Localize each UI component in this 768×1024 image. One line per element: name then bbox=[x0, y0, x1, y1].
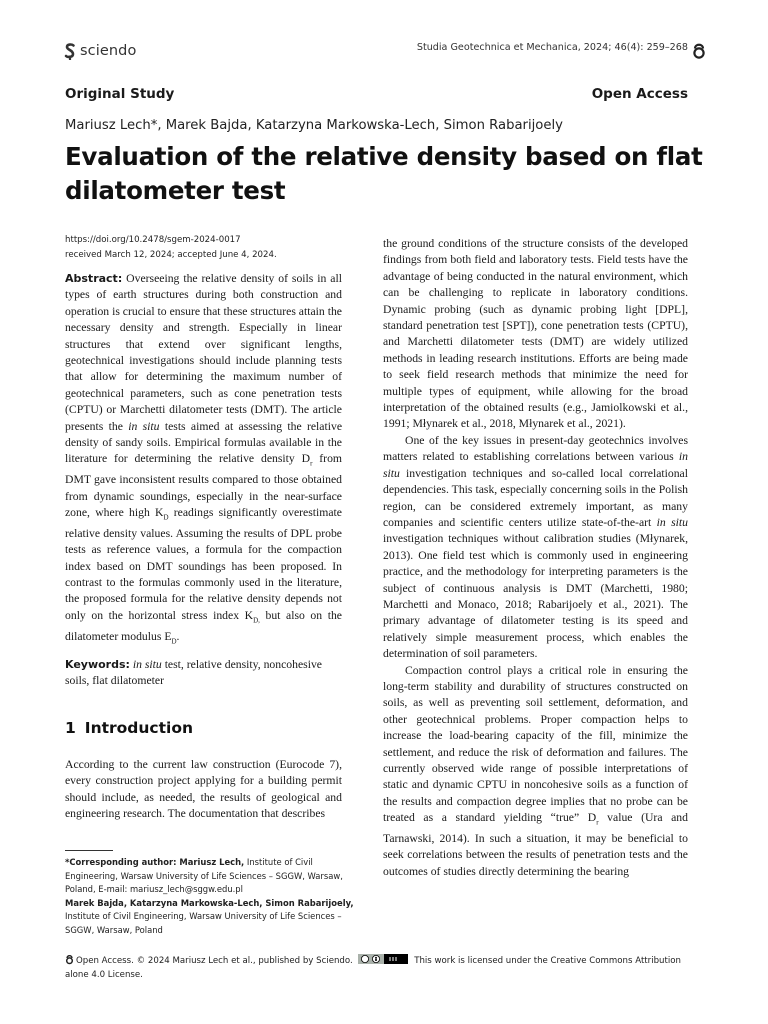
keywords-text: test, relative density, noncohesive soils, flat dilatometer bbox=[65, 658, 322, 688]
sciendo-logo-icon bbox=[64, 42, 76, 60]
license-text-2: This work is licensed under the Creative Commons Attribution alone 4.0 License. bbox=[65, 956, 681, 980]
article-title: Evaluation of the relative density based on flat dilatometer test bbox=[65, 142, 703, 205]
other-authors-text: Institute of Civil Engineering, Warsaw University of Life Sciences – SGGW, Warsaw, Poland bbox=[65, 911, 342, 935]
intro-paragraph: According to the current law construction (Eurocode 7), every construction project applying for a building permit should include, as needed, the results of geological and engineering research. The documentation that describes bbox=[65, 758, 342, 821]
abstract-text-4: readings significantly overestimate relative density values. Assuming the results of DPL probe tests as reference values, a formula for the compaction index based on DMT soundings has been proposed. In contrast to the formulas commonly used in the literature, the proposed formula for the relative density depends not only on the horizontal stress index K bbox=[65, 506, 342, 622]
abstract-label: Abstract: bbox=[65, 272, 123, 285]
author-list: Mariusz Lech*, Marek Bajda, Katarzyna Markowska-Lech, Simon Rabarijoely bbox=[65, 118, 563, 133]
right-p2-italic-2: in situ bbox=[656, 515, 688, 529]
abstract-text-3: from DMT gave inconsistent results compared to those obtained from dynamic soundings, especially in the near-surface zone, where high K bbox=[65, 452, 342, 520]
publisher-name: sciendo bbox=[80, 43, 137, 59]
abstract-sub-3: D, bbox=[253, 616, 260, 625]
other-authors-label: Marek Bajda, Katarzyna Markowska-Lech, Simon Rabarijoely, bbox=[65, 897, 354, 908]
right-p3-text-a: Compaction control plays a critical role in ensuring the long-term stability and durability of structures constructed on soils, as well as preventing soil settlement, deformation, and other geotechnical problems. Proper compaction helps to increase the load-bearing capacity of the fill, minimize the settlement, and reduce the risk of deformation and failures. The currently observed wide range of possible interpretations of static and dynamic CPTU in noncohesive soils as a function of the results and compaction degree implies that no probe can be treated as a standard yielding “true” D bbox=[383, 663, 688, 825]
section-heading bbox=[65, 719, 193, 737]
corresponding-author-label: *Corresponding author: Mariusz Lech, bbox=[65, 857, 245, 867]
abstract bbox=[65, 271, 342, 649]
right-paragraph-3 bbox=[383, 663, 688, 881]
corresponding-author-text: Institute of Civil Engineering, Warsaw University of Life Sciences – SGGW, Warsaw, Poland, E-mail: mariusz_lech@sggw.edu.pl bbox=[65, 857, 343, 895]
section-number: 1 bbox=[65, 719, 76, 737]
right-paragraph-2 bbox=[383, 433, 688, 663]
doi-link[interactable]: https://doi.org/10.2478/sgem-2024-0017 bbox=[65, 235, 241, 245]
right-column bbox=[383, 236, 688, 880]
right-p2-text-c: investigation techniques without calibration studies (Młynarek, 2013). One field test which is commonly used in engineering practice, and the methodology for interpreting parameters is the subject of continuous analysis is DMT (Marchetti, 1980; Marchetti and Monaco, 2018; Rabarijoely et al., 2021). The primary advantage of dilatometer testing is its speed and relatively simple measurement process, which enables the determination of soil parameters. bbox=[383, 532, 688, 661]
open-access-small-icon bbox=[65, 954, 74, 965]
study-type: Original Study bbox=[65, 86, 175, 102]
section-title: Introduction bbox=[84, 719, 194, 737]
abstract-italic-1: in situ bbox=[128, 419, 160, 433]
abstract-sub-2: D bbox=[163, 513, 169, 522]
footnote bbox=[65, 856, 365, 938]
right-p2-italic-1: in situ bbox=[383, 450, 688, 480]
right-p2-text-a: One of the key issues in present-day geotechnics involves matters related to establishing correlations between various bbox=[383, 433, 688, 464]
access-type: Open Access bbox=[591, 86, 688, 102]
license-text-1: Open Access. © 2024 Mariusz Lech et al., published by Sciendo. bbox=[76, 956, 353, 966]
footnote-divider bbox=[65, 850, 113, 851]
article-meta bbox=[65, 233, 277, 263]
license-notice bbox=[65, 954, 705, 982]
abstract-text-5: but also on the dilatometer modulus E bbox=[65, 608, 342, 643]
open-access-icon bbox=[692, 42, 706, 60]
received-dates: received March 12, 2024; accepted June 4, 2024. bbox=[65, 250, 277, 260]
abstract-text-1: Overseeing the relative density of soils in all types of earth structures during both construction and operation is crucial to ensure that these structures attain the necessary density and strength. Especially in linear structures that extend over significant lengths, geotechnical investigations should include planning tests that allow for determining the maximum number of geotechnical parameters, such as cone penetration tests (CPTU) or Marchetti dilatometer tests (DMT). The article presents the bbox=[65, 272, 342, 433]
right-p3-text-b: value (Ura and Tarnawski, 2014). In such a situation, it may be beneficial to seek correlations between the results of penetration tests and the outcomes of studies directly determining the bearing bbox=[383, 811, 688, 878]
abstract-text-2: tests aimed at assessing the relative density of sandy soils. Empirical formulas available in the literature for determining the relative density D bbox=[65, 419, 343, 466]
keywords-label: Keywords: bbox=[65, 658, 130, 671]
publisher-logo[interactable] bbox=[64, 42, 136, 60]
keywords bbox=[65, 657, 342, 690]
right-p2-text-b: investigation techniques and so-called local correlational dependencies. This task, especially concerning soils in the Polish region, can be considered extremely important, as many companies and scientific centers utilize state-of-the-art bbox=[383, 466, 688, 529]
abstract-sub-4: D bbox=[171, 636, 177, 645]
keywords-italic: in situ bbox=[132, 658, 162, 671]
journal-citation: Studia Geotechnica et Mechanica, 2024; 46(4): 259–268 bbox=[416, 42, 688, 53]
creative-commons-badge-icon[interactable] bbox=[358, 954, 408, 964]
right-paragraph-1: the ground conditions of the structure consists of the developed findings from both field and laboratory tests. Field tests have the advantage of being conducted in the natural environment, which can be challenging to replicate in laboratory conditions. Dynamic probing (such as dynamic probing light [DPL], standard penetration test [SPT]), cone penetration tests (CPTU), and Marchetti dilatometer tests (DMT) are widely utilized methods in leading research institutions. Efforts are being made to seek field research methods that minimize the need for multiple types of equipment, while allowing for the broad interpretation of the obtained results (e.g., Jamiolkowski et al., 1991; Młynarek et al., 2018, Młynarek et al., 2021). bbox=[383, 237, 688, 431]
right-p3-sub: r bbox=[596, 818, 599, 827]
abstract-text-6: . bbox=[176, 629, 180, 643]
abstract-sub-1: r bbox=[310, 459, 313, 468]
